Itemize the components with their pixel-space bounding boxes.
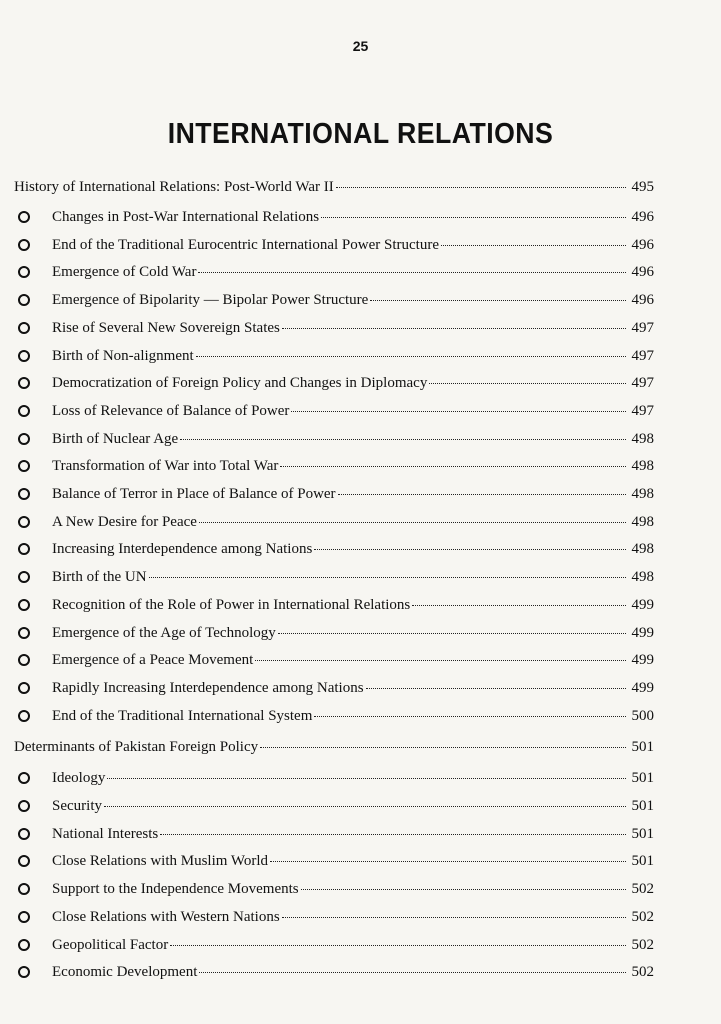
leader-dots: [149, 567, 626, 578]
circle-bullet-icon: [18, 710, 30, 722]
toc-entry-page: 499: [631, 652, 654, 669]
toc-entry-page: 498: [631, 486, 654, 502]
leader-dots: [107, 768, 626, 779]
leader-dots: [280, 456, 626, 467]
toc-entry-label: Security: [52, 798, 102, 814]
circle-bullet-icon: [18, 828, 30, 840]
leader-dots: [278, 623, 626, 634]
toc-entry: [18, 538, 654, 560]
circle-bullet-icon: [18, 516, 30, 528]
toc-entry-page: 502: [631, 964, 654, 981]
toc-entry: [18, 649, 654, 671]
section-heading: [14, 176, 654, 198]
toc-entry: [18, 372, 654, 394]
leader-dots: [198, 262, 626, 273]
circle-bullet-icon: [18, 627, 30, 639]
toc-entry: [18, 483, 654, 505]
toc-entry-page: 497: [631, 375, 654, 392]
toc-entry-page: 498: [631, 513, 654, 530]
circle-bullet-icon: [18, 405, 30, 417]
leader-dots: [282, 318, 626, 329]
toc-entry-page: 498: [631, 541, 654, 558]
circle-bullet-icon: [18, 571, 30, 583]
toc-entry-page: 498: [631, 458, 654, 475]
circle-bullet-icon: [18, 211, 30, 223]
toc-entry: [18, 594, 654, 616]
toc-entry-label: Economic Development: [52, 964, 198, 981]
toc-entry-label: End of the Traditional Eurocentric International Power Structure: [52, 236, 439, 253]
toc-entry-page: 496: [631, 236, 654, 253]
toc-entry-label: Recognition of the Role of Power in International Relations: [52, 596, 411, 613]
toc-entry: [18, 566, 654, 588]
leader-dots: [196, 346, 626, 357]
leader-dots: [282, 907, 626, 918]
toc-entry-label: Emergence of Cold War: [52, 264, 197, 281]
toc-entry-label: National Interests: [52, 825, 159, 842]
toc-entry: [18, 400, 654, 422]
leader-dots: [321, 207, 626, 218]
circle-bullet-icon: [18, 939, 30, 951]
leader-dots: [338, 484, 626, 495]
toc-entry-label: Emergence of Bipolarity — Bipolar Power Structure: [52, 292, 369, 309]
leader-dots: [199, 962, 626, 973]
circle-bullet-icon: [18, 294, 30, 306]
toc-entry-page: 499: [631, 596, 654, 613]
toc-entry-label: Emergence of a Peace Movement: [52, 652, 254, 669]
leader-dots: [199, 512, 626, 523]
toc-entry: [18, 622, 654, 644]
toc-entry-page: 498: [631, 569, 654, 586]
toc-entry: [18, 234, 654, 256]
toc-entry: [18, 795, 654, 817]
toc-entry-page: 501: [631, 770, 654, 787]
toc-entry: [18, 289, 654, 311]
toc-entry-page: 497: [631, 402, 654, 419]
toc-entry-page: 498: [631, 430, 654, 447]
toc-entry-label: Geopolitical Factor: [52, 936, 169, 953]
leader-dots: [366, 678, 626, 689]
toc-entry: [18, 345, 654, 367]
toc-entry: [18, 878, 654, 900]
leader-dots: [412, 595, 626, 606]
toc-entry: [18, 767, 654, 789]
section-heading-label: Determinants of Pakistan Foreign Policy: [14, 739, 259, 756]
toc-entry-page: 500: [631, 707, 654, 724]
section-page-number: 495: [631, 179, 654, 195]
toc-entry-label: Emergence of the Age of Technology: [52, 624, 276, 641]
section-heading-label: History of International Relations: Post-World War II: [14, 179, 334, 195]
toc-entry-label: Democratization of Foreign Policy and Changes in Diplomacy: [52, 375, 428, 392]
toc-entry-page: 501: [631, 798, 654, 814]
page-number: 25: [352, 38, 369, 54]
toc-entry-label: Loss of Relevance of Balance of Power: [52, 402, 290, 419]
toc-entry: [18, 961, 654, 983]
leader-dots: [104, 796, 626, 807]
toc-entry-page: 502: [631, 908, 654, 925]
toc-entry: [18, 455, 654, 477]
toc-entry: [18, 934, 654, 956]
toc-entry: [18, 317, 654, 339]
toc-entry-page: 496: [631, 209, 654, 225]
toc-entry: [18, 428, 654, 450]
leader-dots: [314, 706, 626, 717]
toc-entry-page: 497: [631, 319, 654, 336]
toc-entry-label: Support to the Independence Movements: [52, 881, 299, 898]
toc-entry-label: Changes in Post-War International Relations: [52, 209, 320, 225]
toc-entry-page: 499: [631, 679, 654, 696]
leader-dots: [180, 429, 626, 440]
toc-entry: [18, 823, 654, 845]
circle-bullet-icon: [18, 488, 30, 500]
circle-bullet-icon: [18, 599, 30, 611]
toc-entry-label: Birth of the UN: [52, 569, 147, 586]
toc-entry-page: 501: [631, 853, 654, 870]
toc-entry-page: 496: [631, 292, 654, 309]
toc-entry: [18, 261, 654, 283]
toc-entry-label: Birth of Nuclear Age: [52, 430, 179, 447]
toc-entry-label: Close Relations with Western Nations: [52, 908, 280, 925]
toc-entry-label: Rapidly Increasing Interdependence among Nations: [52, 679, 364, 696]
circle-bullet-icon: [18, 239, 30, 251]
leader-dots: [441, 235, 626, 246]
toc-entry-page: 502: [631, 936, 654, 953]
leader-dots: [255, 650, 626, 661]
section-heading: [14, 736, 654, 758]
leader-dots: [160, 824, 626, 835]
leader-dots: [260, 737, 626, 748]
toc-entry-page: 499: [631, 624, 654, 641]
toc-entry-label: Ideology: [52, 770, 106, 787]
toc-entry-label: A New Desire for Peace: [52, 513, 197, 530]
toc-entry: [18, 705, 654, 727]
toc-entry-label: Close Relations with Muslim World: [52, 853, 269, 870]
toc-entry-page: 501: [631, 825, 654, 842]
circle-bullet-icon: [18, 433, 30, 445]
circle-bullet-icon: [18, 800, 30, 812]
toc-entry-label: Increasing Interdependence among Nations: [52, 541, 313, 558]
circle-bullet-icon: [18, 883, 30, 895]
toc-entry-label: Birth of Non-alignment: [52, 347, 194, 364]
toc-entry: [18, 677, 654, 699]
leader-dots: [301, 879, 626, 890]
page-title: INTERNATIONAL RELATIONS: [167, 118, 554, 150]
section-page-number: 501: [631, 739, 654, 756]
leader-dots: [370, 290, 626, 301]
toc-entry: [18, 511, 654, 533]
toc-entry-page: 496: [631, 264, 654, 281]
leader-dots: [336, 177, 626, 188]
leader-dots: [170, 935, 626, 946]
circle-bullet-icon: [18, 350, 30, 362]
leader-dots: [270, 851, 626, 862]
toc-entry: [18, 906, 654, 928]
leader-dots: [429, 373, 626, 384]
toc-entry-label: Balance of Terror in Place of Balance of Power: [52, 486, 336, 502]
toc-entry-page: 497: [631, 347, 654, 364]
toc-entry: [18, 850, 654, 872]
toc-entry-label: Rise of Several New Sovereign States: [52, 319, 280, 336]
leader-dots: [314, 539, 626, 550]
toc-entry-page: 502: [631, 881, 654, 898]
toc-entry: [18, 206, 654, 228]
toc-entry-label: Transformation of War into Total War: [52, 458, 279, 475]
leader-dots: [291, 401, 626, 412]
circle-bullet-icon: [18, 682, 30, 694]
toc-entry-label: End of the Traditional International System: [52, 707, 313, 724]
circle-bullet-icon: [18, 911, 30, 923]
circle-bullet-icon: [18, 322, 30, 334]
